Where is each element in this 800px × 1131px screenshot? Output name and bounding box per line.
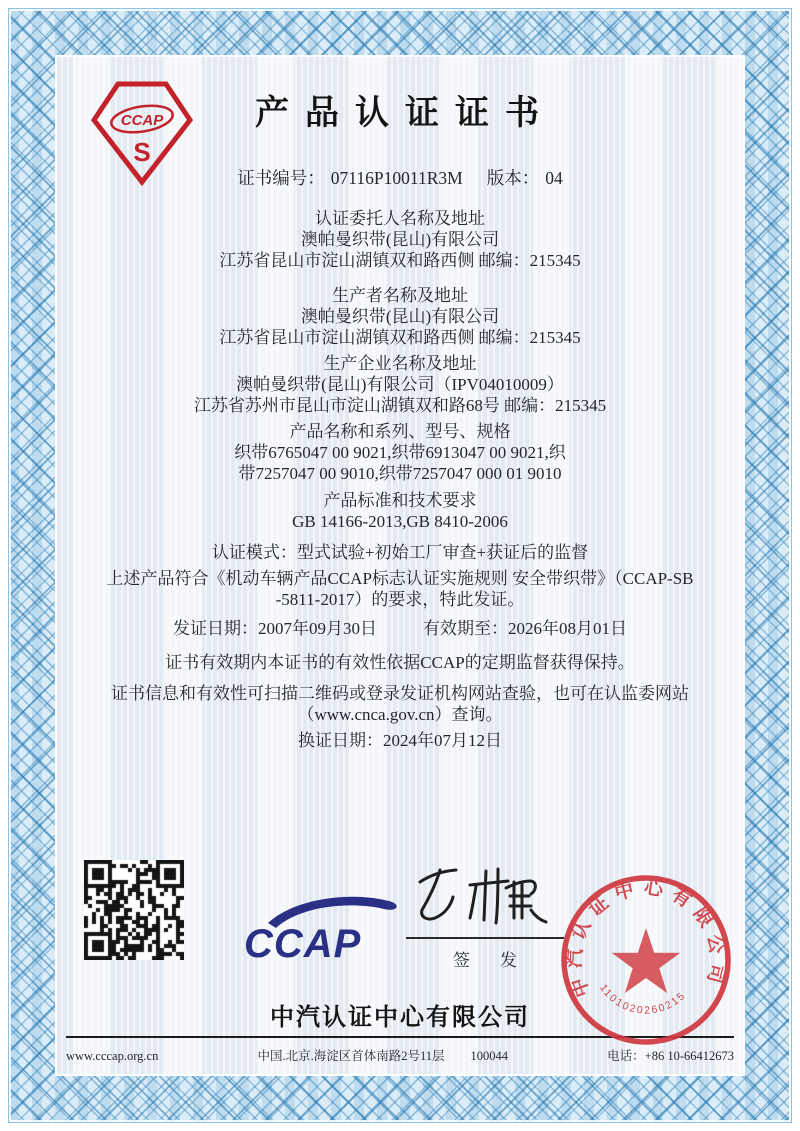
diamond-logo-sub: S [133,137,151,167]
issuer-website: www.cccap.org.cn [66,1049,159,1063]
applicant-name: 澳帕曼织带(昆山)有限公司 [300,230,500,249]
factory-address: 江苏省苏州市昆山市淀山湖镇双和路68号 邮编：215345 [193,396,607,415]
applicant-section [58,208,742,271]
producer-heading: 生产者名称及地址 [332,286,468,305]
statement-line-1: 上述产品符合《机动车辆产品CCAP标志认证实施规则 安全带织带》（CCAP-SB [106,569,694,588]
standards-section [58,490,742,532]
certificate-title: 产品认证证书 [255,94,555,132]
factory-heading: 生产企业名称及地址 [323,354,477,373]
seal-number-text: 1101020260215 [596,982,689,1017]
product-models-1: 织带6765047 00 9021,织带6913047 00 9021,织 [234,443,566,462]
certification-mode-line: 认证模式：型式试验+初始工厂审查+获证后的监督 [211,543,589,562]
product-models-2: 带7257047 00 9010,织带7257047 000 01 9010 [238,464,562,483]
standards-heading: 产品标准和技术要求 [323,491,477,510]
producer-name: 澳帕曼织带(昆山)有限公司 [300,307,500,326]
query-note-line-2: （www.cnca.gov.cn）查询。 [297,705,503,724]
signature-line [406,937,564,939]
issuer-phone: 电话：+86 10-66412673 [607,1049,734,1063]
applicant-address: 江苏省昆山市淀山湖镇双和路西侧 邮编：215345 [219,251,581,270]
seal-company-text: 中汽认证中心有限公司 [564,877,729,1000]
version-label: 版本： [486,168,540,188]
dates-row [58,618,742,639]
issuer-address-text: 中国.北京.海淀区首体南路2号11层 [257,1049,445,1063]
ccap-logo-text: CCAP [244,922,362,966]
standards-value: GB 14166-2013,GB 8410-2006 [292,512,508,531]
factory-section [58,353,742,416]
expiry-date [423,618,627,639]
applicant-heading: 认证委托人名称及地址 [315,209,485,228]
cert-no-value: 07116P10011R3M [330,168,463,188]
certificate-number-line [58,167,742,189]
issuer-address [257,1046,508,1064]
signature-block [406,860,564,971]
qr-code [84,860,184,960]
issuer-company-name: 中汽认证中心有限公司 [270,1004,530,1031]
expiry-date-value: 2026年08月01日 [508,619,627,638]
issue-date-label: 发证日期： [173,619,258,638]
signature-handwriting-icon [410,860,560,930]
issue-date [173,618,377,639]
renewal-date-value: 2024年07月12日 [383,731,502,750]
certificate-body [58,55,742,751]
statement-line-2: -5811-2017）的要求，特此发证。 [275,590,525,609]
renewal-date-label: 换证日期： [298,731,383,750]
producer-address: 江苏省昆山市淀山湖镇双和路西侧 邮编：215345 [219,328,581,347]
ccap-logo-icon [234,893,404,969]
factory-name: 澳帕曼织带(昆山)有限公司（IPV04010009） [236,375,564,394]
producer-section [58,285,742,348]
company-seal-icon [556,870,736,1050]
renewal-date [58,730,742,751]
diamond-logo-text: CCAP [120,112,164,129]
product-heading: 产品名称和系列、型号、规格 [289,422,511,441]
svg-text:1101020260215 [597,982,689,1017]
version-value: 04 [545,168,563,188]
issue-date-value: 2007年09月30日 [258,619,377,638]
cert-no-label: 证书编号： [237,168,325,188]
validity-note: 证书有效期内本证书的有效性依据CCAP的定期监督获得保持。 [165,653,635,672]
expiry-date-label: 有效期至： [423,619,508,638]
product-section [58,421,742,484]
issuer-postcode: 100044 [470,1049,509,1063]
signed-by-label: 签发 [453,951,547,970]
query-note-line-1: 证书信息和有效性可扫描二维码或登录发证机构网站查验，也可在认监委网站 [111,684,689,703]
